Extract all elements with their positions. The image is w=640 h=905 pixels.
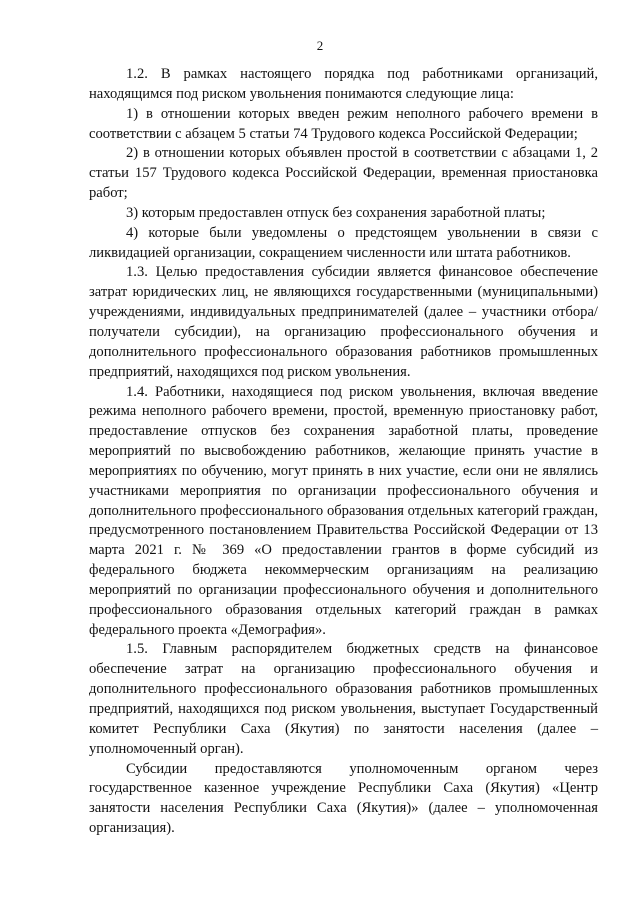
list-item-3: 3) которым предоставлен отпуск без сохранения заработной платы;	[126, 204, 546, 221]
list-item-4: 4) которые были уведомлены о предстоящем увольнении в связи с ликвидацией организации, сокращением численности или штата работников.	[89, 224, 598, 261]
document-body	[89, 65, 598, 839]
page-number: 2	[316, 38, 324, 53]
paragraph-1-3: 1.3. Целью предоставления субсидии является финансовое обеспечение затрат юридических лиц, не являющихся государственными (муниципальными) учреждениями, индивидуальных предпринимателей (далее – участники отбора/получатели субсидии), на организацию профессионального обучения и дополнительного профессионального образования работников промышленных предприятий, находящихся под риском увольнения.	[89, 264, 598, 380]
list-item-2: 2) в отношении которых объявлен простой в соответствии с абзацами 1, 2 статьи 157 Трудового кодекса Российской Федерации, временная приостановка работ;	[89, 145, 598, 202]
paragraph-1-5: 1.5. Главным распорядителем бюджетных средств на финансовое обеспечение затрат на организацию профессионального обучения и дополнительного профессионального образования работников промышленных предприятий, находящихся под риском увольнения, выступает Государственный комитет Республики Саха (Якутия) по занятости населения (далее – уполномоченный орган).	[89, 641, 598, 757]
paragraph-1-2: 1.2. В рамках настоящего порядка под работниками организаций, находящимся под риском увольнения понимаются следующие лица:	[89, 66, 598, 102]
list-item-1: 1) в отношении которых введен режим неполного рабочего времени в соответствии с абзацем 5 статьи 74 Трудового кодекса Российской Федерации;	[89, 105, 598, 142]
paragraph-1-4: 1.4. Работники, находящиеся под риском увольнения, включая введение режима неполного рабочего времени, простой, временную приостановку работ, предоставление отпусков без сохранения заработной платы, проведение мероприятий по высвобождению работников, желающие принять участие в мероприятиях по обучению, могут принять в них участие, если они не являлись участниками мероприятия по организации профессионального обучения и дополнительного профессионального образования отдельных категорий граждан, предусмотренного постановлением Правительства Российской Федерации от 13 марта 2021 г. № 369 «О предоставлении грантов в форме субсидий из федерального бюджета некоммерческим организациям на реализацию мероприятий по организации профессионального обучения и дополнительного профессионального образования отдельных категорий граждан в рамках федерального проекта «Демография».	[89, 383, 598, 638]
paragraph-subsidies: Субсидии предоставляются уполномоченным органом через государственное казенное учреждение Республики Саха (Якутия) «Центр занятости населения Республики Саха (Якутия)» (далее – уполномоченная организация).	[89, 760, 598, 837]
